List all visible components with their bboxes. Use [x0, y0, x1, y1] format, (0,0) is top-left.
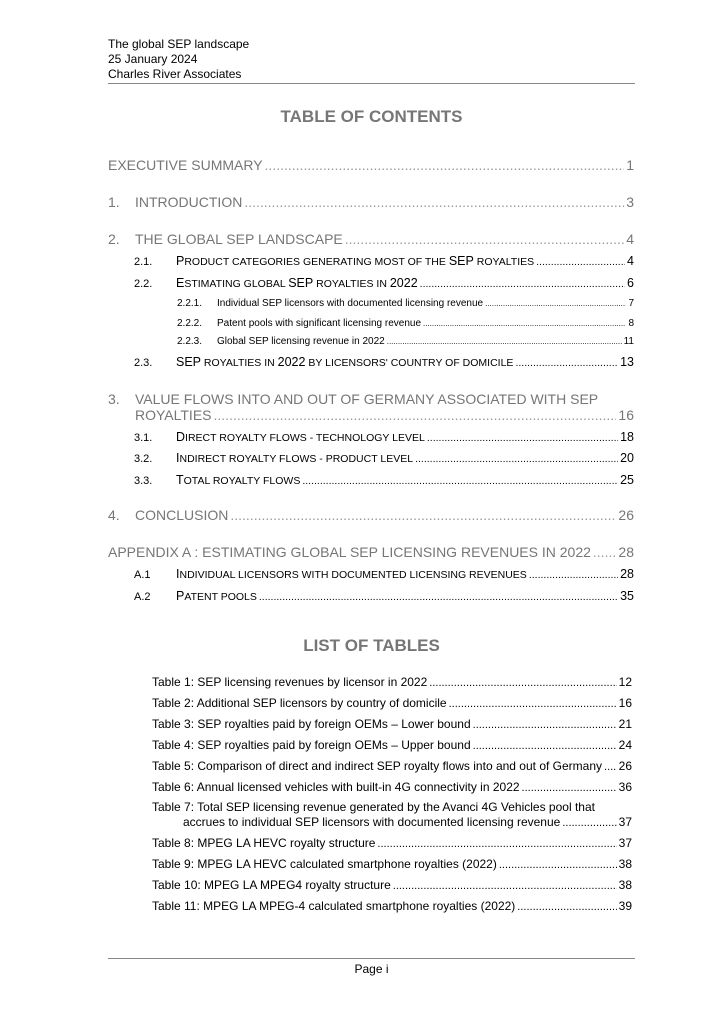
toc-entry-2-1[interactable]	[134, 254, 634, 268]
toc-leader	[244, 194, 624, 210]
lot-entry-text: Table 1: SEP licensing revenues by licensor in 2022	[152, 675, 428, 689]
toc-entry-2-3[interactable]	[134, 355, 634, 369]
toc-entry-conclusion[interactable]	[108, 507, 634, 523]
lot-entry-text: accrues to individual SEP licensors with documented licensing revenue	[183, 815, 561, 829]
lot-entry-text: Table 3: SEP royalties paid by foreign OEMs – Lower bound	[152, 717, 471, 731]
lot-entry-text: Table 9: MPEG LA HEVC calculated smartphone royalties (2022)	[152, 857, 497, 871]
doc-author: Charles River Associates	[108, 67, 242, 81]
toc-entry-2-2-1[interactable]	[177, 298, 634, 309]
toc-leader	[423, 319, 626, 328]
toc-leader	[536, 256, 625, 268]
lot-leader	[449, 698, 617, 710]
lot-entry-table-4[interactable]	[152, 738, 632, 752]
lot-entry-table-6[interactable]	[152, 780, 632, 794]
lot-page-number: 26	[618, 759, 632, 773]
lot-entry-table-7-line1[interactable]	[152, 800, 632, 815]
toc-entry-value-flows-line1[interactable]	[108, 391, 634, 407]
toc-entry-number: 1.	[108, 194, 120, 210]
toc-entry-text: PATENT POOLS	[176, 589, 257, 603]
toc-page-number: 11	[623, 336, 634, 347]
toc-entry-number: 2.2.2.	[177, 318, 203, 329]
toc-title: TABLE OF CONTENTS	[280, 107, 463, 126]
toc-entry-number: 3.1.	[134, 432, 153, 444]
toc-entry-text: INDIRECT ROYALTY FLOWS - PRODUCT LEVEL	[176, 451, 414, 465]
lot-leader	[562, 817, 616, 829]
lot-page-number: 38	[618, 857, 632, 871]
lot-leader	[517, 901, 616, 913]
toc-page-number: 6	[627, 276, 634, 290]
toc-leader	[529, 569, 618, 581]
toc-entry-number: 3.2.	[134, 453, 153, 465]
lot-entry-table-5[interactable]	[152, 759, 632, 773]
header-divider	[108, 83, 635, 84]
toc-page-number: 13	[620, 355, 634, 369]
toc-entry-number: 2.2.	[134, 278, 153, 290]
lot-leader	[393, 880, 617, 892]
toc-page-number: 28	[620, 567, 634, 581]
lot-page-number: 37	[618, 836, 632, 850]
lot-page-number: 21	[618, 717, 632, 731]
lot-entry-table-3[interactable]	[152, 717, 632, 731]
toc-entry-number: A.2	[134, 591, 151, 603]
lot-page-number: 36	[618, 780, 632, 794]
toc-entry-2-2-2[interactable]	[177, 318, 634, 329]
toc-entry-number: 2.1.	[134, 256, 153, 268]
toc-page-number: 16	[618, 407, 634, 423]
toc-entry-text: THE GLOBAL SEP LANDSCAPE	[135, 231, 343, 247]
toc-entry-text: EXECUTIVE SUMMARY	[108, 157, 263, 173]
toc-entry-global-sep-landscape[interactable]	[108, 231, 634, 247]
toc-leader	[230, 507, 616, 523]
toc-entry-text: Individual SEP licensors with documented licensing revenue	[217, 298, 484, 309]
lot-leader	[429, 677, 616, 689]
toc-leader	[345, 231, 624, 247]
toc-page-number: 35	[620, 589, 634, 603]
toc-page-number: 8	[628, 318, 634, 329]
toc-page-number: 20	[620, 451, 634, 465]
toc-entry-3-1[interactable]	[134, 430, 634, 444]
toc-entry-text: ROYALTIES	[135, 407, 212, 423]
lot-entry-text: Table 10: MPEG LA MPEG4 royalty structure	[152, 878, 391, 892]
toc-entry-number: A.1	[134, 569, 151, 581]
lot-entry-table-11[interactable]	[152, 899, 632, 913]
lot-leader	[499, 859, 617, 871]
lot-entry-table-1[interactable]	[152, 675, 632, 689]
toc-page-number: 18	[620, 430, 634, 444]
toc-page-number: 4	[626, 231, 634, 247]
lot-entry-text: Table 11: MPEG LA MPEG-4 calculated smartphone royalties (2022)	[152, 899, 516, 913]
toc-entry-3-3[interactable]	[134, 473, 634, 487]
lot-page-number: 12	[618, 675, 632, 689]
toc-page-number: 26	[618, 507, 634, 523]
toc-page-number: 25	[620, 473, 634, 487]
toc-entry-text: INTRODUCTION	[135, 194, 243, 210]
toc-entry-text: TOTAL ROYALTY FLOWS	[176, 473, 301, 487]
toc-leader	[593, 544, 617, 560]
toc-entry-text: PRODUCT CATEGORIES GENERATING MOST OF THE SEP ROYALTIES	[176, 254, 535, 268]
lot-page-number: 38	[618, 878, 632, 892]
page-number: Page i	[354, 962, 389, 976]
toc-leader	[214, 407, 617, 423]
toc-page-number: 3	[626, 194, 634, 210]
toc-entry-text: CONCLUSION	[135, 507, 229, 523]
lot-entry-text: Table 4: SEP royalties paid by foreign OEMs – Upper bound	[152, 738, 471, 752]
toc-entry-3-2[interactable]	[134, 451, 634, 465]
lot-title: LIST OF TABLES	[303, 636, 440, 655]
toc-leader	[265, 157, 625, 173]
lot-entry-table-8[interactable]	[152, 836, 632, 850]
toc-entry-number: 3.3.	[134, 475, 153, 487]
toc-entry-text: VALUE FLOWS INTO AND OUT OF GERMANY ASSOCIATED WITH SEP	[135, 391, 599, 407]
toc-leader	[515, 357, 618, 369]
toc-leader	[485, 299, 626, 308]
lot-entry-table-10[interactable]	[152, 878, 632, 892]
toc-entry-executive-summary[interactable]	[108, 157, 634, 173]
lot-entry-table-7-line2[interactable]	[183, 815, 632, 829]
lot-entry-text: Table 2: Additional SEP licensors by country of domicile	[152, 696, 447, 710]
toc-page-number: 4	[627, 254, 634, 268]
doc-date: 25 January 2024	[108, 52, 198, 66]
toc-page-number: 7	[628, 298, 634, 309]
lot-entry-text: Table 5: Comparison of direct and indirect SEP royalty flows into and out of Germany	[152, 759, 603, 773]
toc-leader	[302, 475, 618, 487]
footer-divider	[108, 958, 635, 959]
lot-entry-text: Table 7: Total SEP licensing revenue generated by the Avanci 4G Vehicles pool that	[152, 800, 595, 814]
toc-entry-a-2[interactable]	[134, 589, 634, 603]
lot-entry-text: Table 6: Annual licensed vehicles with built-in 4G connectivity in 2022	[152, 780, 520, 794]
toc-page-number: 1	[626, 157, 634, 173]
lot-entry-text: Table 8: MPEG LA HEVC royalty structure	[152, 836, 376, 850]
lot-leader	[377, 838, 616, 850]
lot-entry-table-9[interactable]	[152, 857, 632, 871]
toc-entry-introduction[interactable]	[108, 194, 634, 210]
toc-entry-2-2[interactable]	[134, 276, 634, 290]
lot-page-number: 37	[618, 815, 632, 829]
toc-leader	[420, 278, 625, 290]
lot-leader	[604, 761, 617, 773]
toc-entry-text: SEP ROYALTIES IN 2022 BY LICENSORS' COUNTRY OF DOMICILE	[176, 355, 514, 369]
lot-entry-table-2[interactable]	[152, 696, 632, 710]
toc-entry-text: INDIVIDUAL LICENSORS WITH DOCUMENTED LICENSING REVENUES	[176, 567, 527, 581]
toc-entry-text: APPENDIX A : ESTIMATING GLOBAL SEP LICENSING REVENUES IN 2022	[108, 544, 591, 560]
toc-entry-text: ESTIMATING GLOBAL SEP ROYALTIES IN 2022	[176, 276, 418, 290]
toc-entry-number: 2.2.3.	[177, 336, 203, 347]
toc-entry-a-1[interactable]	[134, 567, 634, 581]
toc-page-number: 28	[618, 544, 634, 560]
toc-entry-number: 2.3.	[134, 357, 153, 369]
toc-entry-appendix-a[interactable]	[108, 544, 634, 560]
lot-leader	[522, 782, 617, 794]
toc-entry-text: Global SEP licensing revenue in 2022	[217, 336, 385, 347]
toc-entry-number: 2.2.1.	[177, 298, 203, 309]
toc-entry-number: 4.	[108, 507, 120, 523]
lot-page-number: 16	[618, 696, 632, 710]
doc-title: The global SEP landscape	[108, 37, 250, 51]
toc-leader	[259, 591, 618, 603]
lot-leader	[473, 719, 617, 731]
toc-leader	[427, 432, 618, 444]
toc-entry-value-flows-line2[interactable]	[135, 407, 634, 423]
lot-leader	[473, 740, 617, 752]
lot-page-number: 24	[618, 738, 632, 752]
lot-page-number: 39	[618, 899, 632, 913]
toc-entry-text: DIRECT ROYALTY FLOWS - TECHNOLOGY LEVEL	[176, 430, 425, 444]
toc-entry-2-2-3[interactable]	[177, 336, 634, 347]
toc-entry-number: 3.	[108, 391, 120, 407]
toc-leader	[387, 337, 622, 346]
toc-leader	[415, 453, 618, 465]
toc-entry-number: 2.	[108, 231, 120, 247]
toc-entry-text: Patent pools with significant licensing revenue	[217, 318, 422, 329]
